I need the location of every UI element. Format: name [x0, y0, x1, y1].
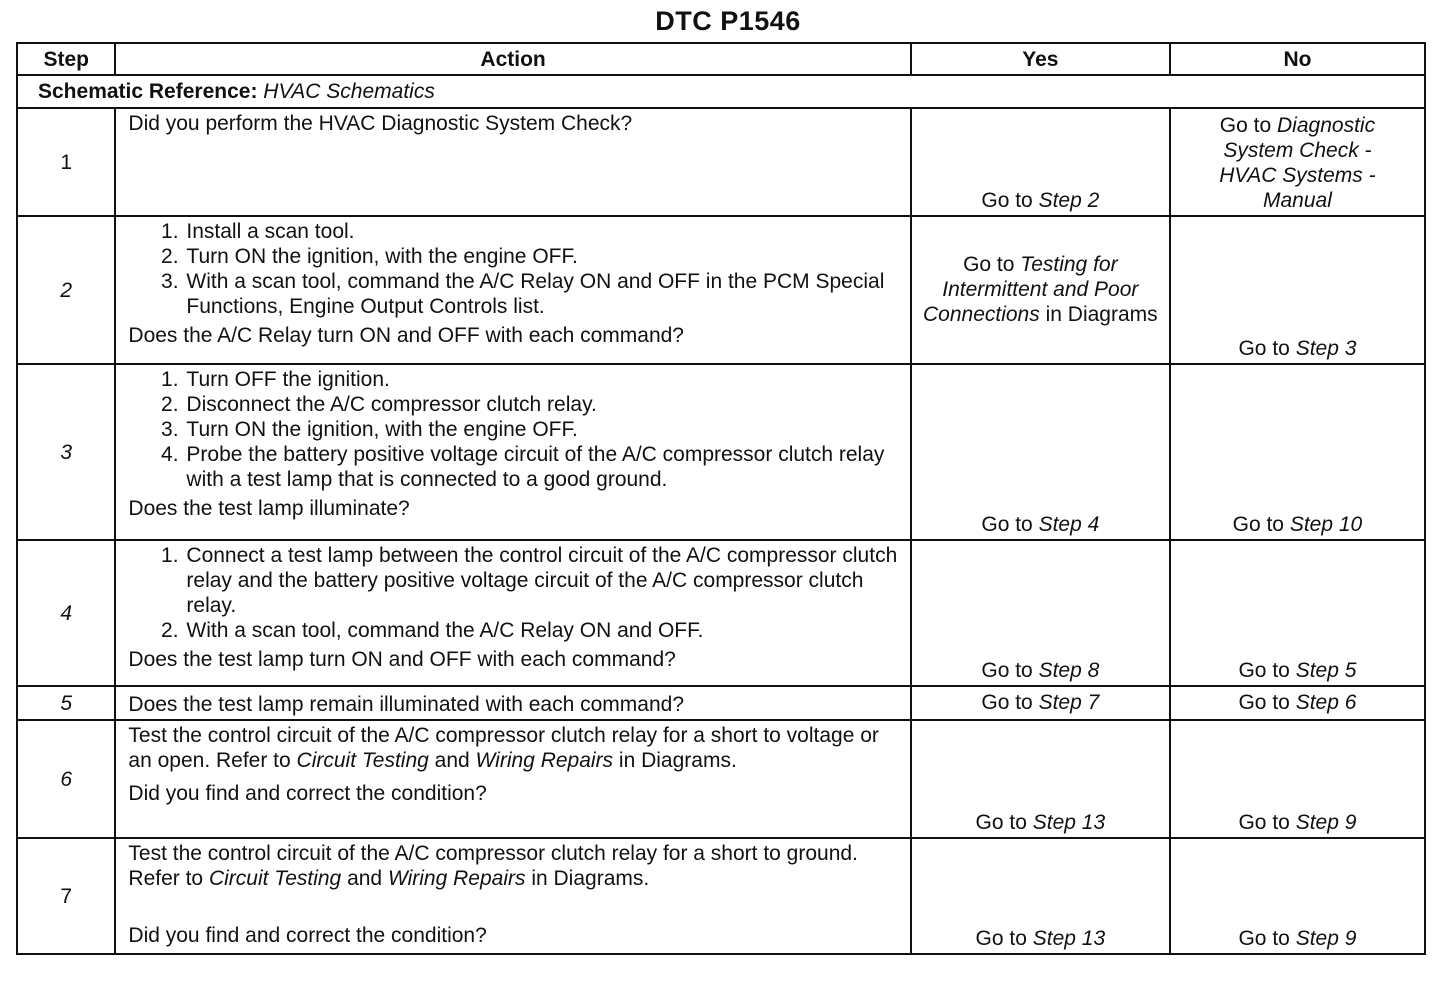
action-text: Test the control circuit of the A/C compressor clutch relay for a short to voltage or an open. Refer to Circuit Testing and Wiring Repairs in Diagrams. — [128, 724, 879, 772]
no-link[interactable]: Step 10 — [1289, 513, 1363, 536]
list-item: 2. With a scan tool, command the A/C Relay ON and OFF. — [184, 618, 899, 643]
question: Did you find and correct the condition? — [128, 782, 487, 805]
no-cell: Go to Step 10 — [1170, 364, 1425, 540]
table-row — [17, 686, 1425, 720]
table-row — [17, 540, 1425, 686]
table-row — [17, 364, 1425, 540]
no-cell: Go to Step 6 — [1170, 686, 1425, 720]
yes-link[interactable]: Step 2 — [1038, 189, 1100, 212]
table-row — [17, 720, 1425, 838]
yes-cell: Go to Step 8 — [911, 540, 1170, 686]
no-link[interactable]: Step 6 — [1295, 690, 1357, 714]
action-cell — [115, 838, 910, 954]
table-row — [17, 108, 1425, 216]
step-list — [128, 219, 899, 319]
header-step: Step — [17, 43, 115, 75]
diagnostic-table — [16, 42, 1426, 955]
circuit-testing-link[interactable]: Circuit Testing — [296, 749, 429, 772]
schematic-label: Schematic Reference: — [38, 80, 258, 103]
no-cell: Go to Diagnostic System Check - HVAC Systems - Manual — [1170, 108, 1425, 216]
yes-cell: Go to Step 13 — [911, 838, 1170, 954]
list-item: 1. Connect a test lamp between the control circuit of the A/C compressor clutch relay and the battery positive voltage circuit of the A/C compressor clutch relay. — [184, 543, 899, 618]
list-item: 1. Install a scan tool. — [184, 219, 899, 244]
yes-link[interactable]: Step 4 — [1038, 513, 1100, 536]
no-link[interactable]: Diagnostic System Check - HVAC Systems - Manual — [1219, 114, 1376, 212]
list-item: 3. With a scan tool, command the A/C Relay ON and OFF in the PCM Special Functions, Engine Output Controls list. — [184, 269, 899, 319]
no-link[interactable]: Step 5 — [1295, 659, 1357, 682]
action-cell — [115, 686, 910, 720]
question: Does the test lamp illuminate? — [128, 497, 410, 520]
header-no: No — [1170, 43, 1425, 75]
wiring-repairs-link[interactable]: Wiring Repairs — [387, 867, 526, 890]
no-cell: Go to Step 5 — [1170, 540, 1425, 686]
yes-cell: Go to Testing for Intermittent and Poor Connections in Diagrams — [911, 216, 1170, 364]
list-item: 1. Turn OFF the ignition. — [184, 367, 899, 392]
question: Did you perform the HVAC Diagnostic System Check? — [128, 112, 633, 135]
no-link[interactable]: Step 9 — [1295, 927, 1357, 950]
page-title: DTC P1546 — [655, 6, 801, 36]
step-number: 4 — [17, 540, 115, 686]
no-cell: Go to Step 3 — [1170, 216, 1425, 364]
yes-link[interactable]: Testing for Intermittent and Poor Connections — [923, 252, 1139, 326]
step-number: 7 — [17, 838, 115, 954]
action-cell — [115, 216, 910, 364]
list-item: 4. Probe the battery positive voltage circuit of the A/C compressor clutch relay with a test lamp that is connected to a good ground. — [184, 442, 899, 492]
yes-cell: Go to Step 7 — [911, 686, 1170, 720]
action-cell — [115, 364, 910, 540]
no-cell: Go to Step 9 — [1170, 720, 1425, 838]
action-cell — [115, 720, 910, 838]
table-row — [17, 838, 1425, 954]
yes-cell: Go to Step 2 — [911, 108, 1170, 216]
action-text: Test the control circuit of the A/C compressor clutch relay for a short to ground. Refer to Circuit Testing and Wiring Repairs in Diagrams. — [128, 842, 858, 890]
yes-link[interactable]: Step 13 — [1032, 811, 1106, 834]
yes-link[interactable]: Step 7 — [1038, 690, 1100, 714]
wiring-repairs-link[interactable]: Wiring Repairs — [475, 749, 614, 772]
step-number: 6 — [17, 720, 115, 838]
list-item: 2. Disconnect the A/C compressor clutch relay. — [184, 392, 899, 417]
list-item: 2. Turn ON the ignition, with the engine OFF. — [184, 244, 899, 269]
action-cell — [115, 108, 910, 216]
step-number: 2 — [17, 216, 115, 364]
question: Does the A/C Relay turn ON and OFF with each command? — [128, 324, 684, 347]
question: Did you find and correct the condition? — [128, 924, 487, 947]
question: Does the test lamp turn ON and OFF with each command? — [128, 648, 676, 671]
schematic-link[interactable]: HVAC Schematics — [263, 80, 435, 103]
step-list — [128, 367, 899, 492]
no-link[interactable]: Step 9 — [1295, 811, 1357, 834]
step-number: 3 — [17, 364, 115, 540]
no-link[interactable]: Step 3 — [1295, 337, 1357, 360]
step-list — [128, 543, 899, 643]
action-cell — [115, 540, 910, 686]
header-action: Action — [115, 43, 910, 75]
yes-cell: Go to Step 4 — [911, 364, 1170, 540]
circuit-testing-link[interactable]: Circuit Testing — [208, 867, 342, 890]
schematic-row — [17, 75, 1425, 108]
no-cell: Go to Step 9 — [1170, 838, 1425, 954]
header-row — [17, 43, 1425, 75]
table-row — [17, 216, 1425, 364]
yes-link[interactable]: Step 8 — [1038, 659, 1100, 682]
schematic-reference — [17, 75, 1425, 108]
question: Does the test lamp remain illuminated with each command? — [128, 692, 685, 716]
yes-cell: Go to Step 13 — [911, 720, 1170, 838]
yes-link[interactable]: Step 13 — [1032, 927, 1106, 950]
step-number: 1 — [17, 108, 115, 216]
step-number: 5 — [17, 686, 115, 720]
header-yes: Yes — [911, 43, 1170, 75]
list-item: 3. Turn ON the ignition, with the engine OFF. — [184, 417, 899, 442]
